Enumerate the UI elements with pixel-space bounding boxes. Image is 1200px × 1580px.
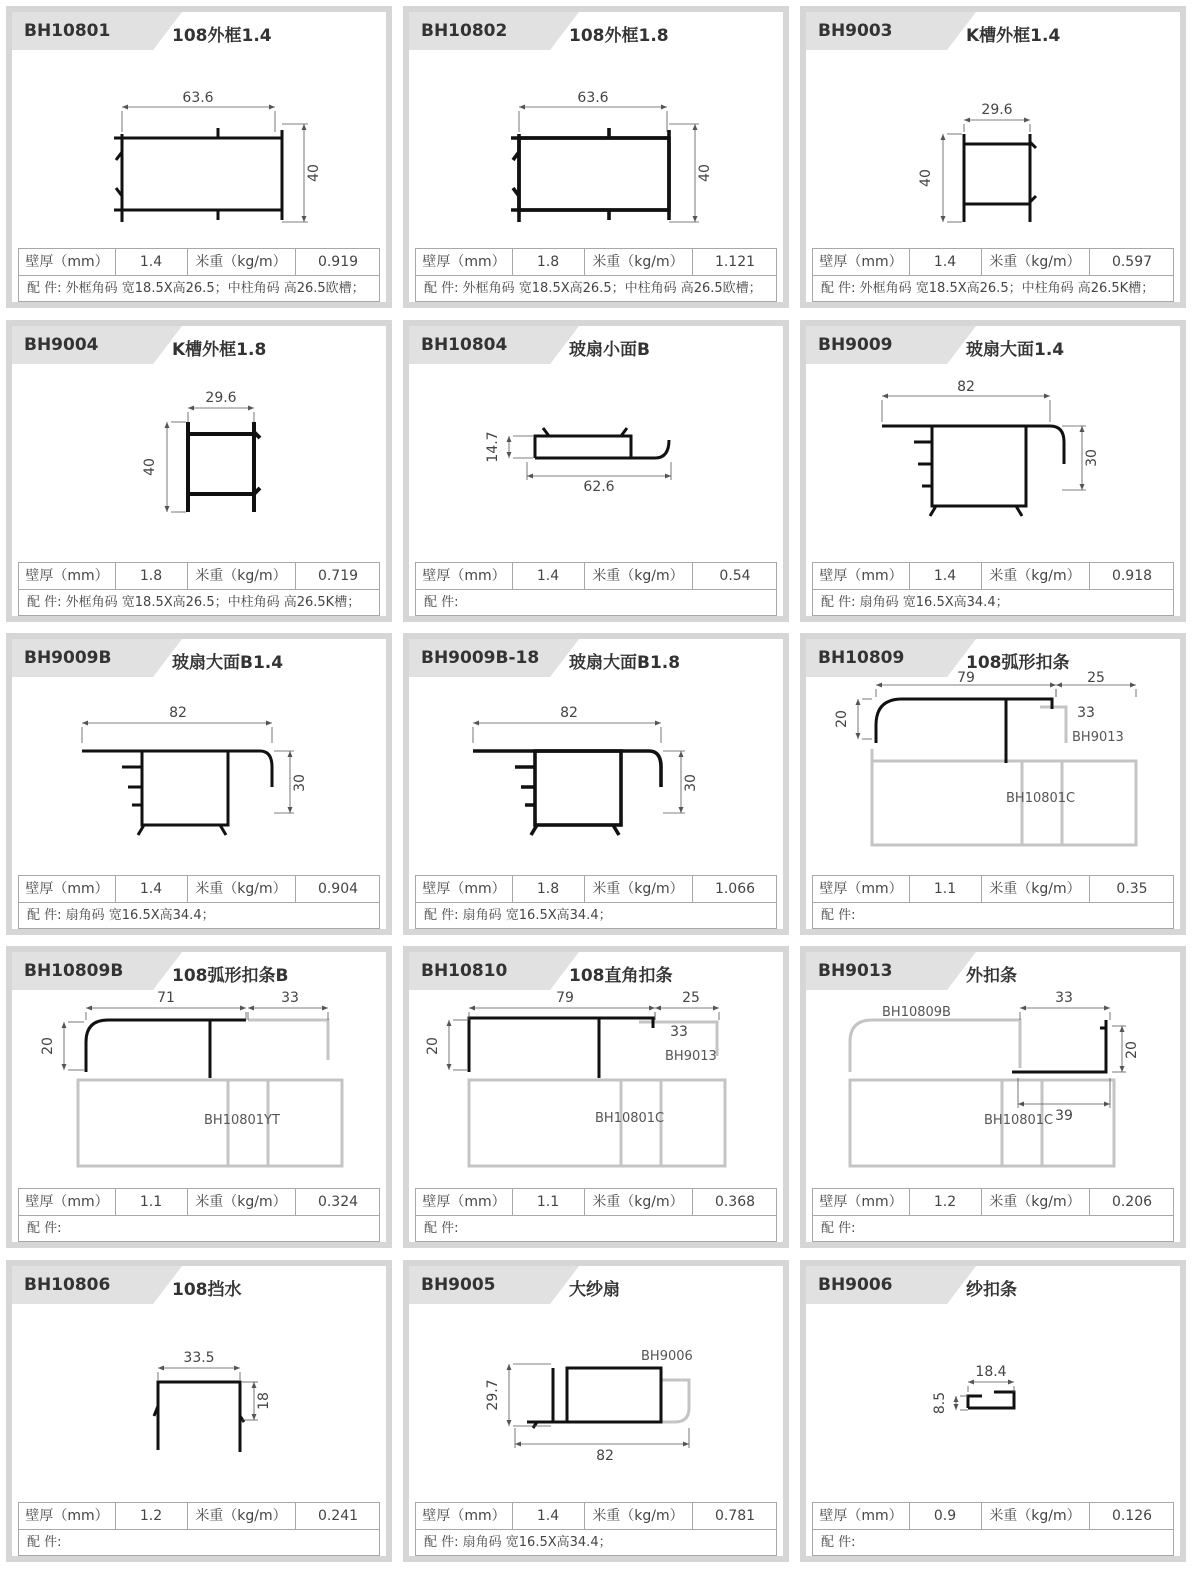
unit-weight-label: 米重（kg/m） bbox=[187, 1189, 296, 1215]
spec-table bbox=[415, 875, 777, 929]
profile-card bbox=[6, 1260, 392, 1562]
accessories-value: 扇角码 宽16.5X高34.4； bbox=[859, 595, 1009, 610]
profile-code: BH9004 bbox=[24, 335, 99, 355]
profile-name: 大纱扇 bbox=[569, 1280, 620, 1300]
unit-weight-label: 米重（kg/m） bbox=[981, 1503, 1090, 1529]
accessories-label: 配 件: bbox=[821, 1535, 856, 1550]
dimension-height: 14.7 bbox=[485, 431, 501, 463]
wall-thickness-label: 壁厚（mm） bbox=[416, 876, 513, 902]
unit-weight-label: 米重（kg/m） bbox=[584, 249, 693, 275]
profile-drawing bbox=[806, 992, 1180, 1182]
dimension-width: 82 bbox=[560, 705, 578, 721]
unit-weight-label: 米重（kg/m） bbox=[584, 876, 693, 902]
profile-drawing bbox=[806, 366, 1180, 556]
wall-thickness-value: 1.2 bbox=[909, 1189, 982, 1215]
accessories-row bbox=[19, 1216, 379, 1242]
unit-weight-value: 0.35 bbox=[1116, 881, 1148, 897]
unit-weight-label: 米重（kg/m） bbox=[981, 563, 1090, 589]
spec-row bbox=[416, 1503, 776, 1530]
reference-frame bbox=[661, 1380, 689, 1422]
dimension-offset: 33 bbox=[1077, 705, 1095, 721]
accessories-row bbox=[416, 1530, 776, 1556]
accessories-row bbox=[813, 1530, 1173, 1556]
dimension-height: 40 bbox=[918, 169, 934, 187]
profile-section bbox=[535, 428, 669, 458]
spec-row bbox=[19, 1189, 379, 1216]
unit-weight-value: 0.918 bbox=[1111, 568, 1153, 584]
profile-card bbox=[6, 320, 392, 622]
wall-thickness-label: 壁厚（mm） bbox=[19, 563, 116, 589]
dimension-width: 71 bbox=[157, 990, 175, 1006]
profile-section bbox=[964, 134, 1036, 222]
wall-thickness-label: 壁厚（mm） bbox=[19, 1503, 116, 1529]
reference-frame bbox=[872, 707, 1136, 845]
profile-section bbox=[154, 1382, 244, 1452]
wall-thickness-label: 壁厚（mm） bbox=[813, 249, 910, 275]
accessories-value: 外框角码 宽18.5X高26.5；中柱角码 高26.5欧槽； bbox=[65, 281, 365, 296]
dimension-height: 20 bbox=[425, 1037, 441, 1055]
spec-table bbox=[812, 1188, 1174, 1242]
profile-name: 108弧形扣条B bbox=[172, 966, 289, 986]
accessories-label: 配 件: bbox=[27, 595, 66, 610]
wall-thickness-value: 1.4 bbox=[115, 249, 188, 275]
accessories-value: 扇角码 宽16.5X高34.4； bbox=[462, 1535, 612, 1550]
profile-card bbox=[800, 320, 1186, 622]
profile-drawing bbox=[806, 670, 1180, 869]
dimension-width: 82 bbox=[957, 379, 975, 395]
accessories-value: 扇角码 宽16.5X高34.4； bbox=[462, 908, 612, 923]
wall-thickness-label: 壁厚（mm） bbox=[813, 876, 910, 902]
dimension-width: 33.5 bbox=[183, 1350, 215, 1366]
accessories-label: 配 件: bbox=[424, 281, 463, 296]
dimension-height: 20 bbox=[834, 710, 850, 728]
wall-thickness-label: 壁厚（mm） bbox=[19, 876, 116, 902]
accessories-label: 配 件: bbox=[424, 908, 463, 923]
dimension-height: 30 bbox=[683, 774, 699, 792]
accessories-row bbox=[813, 590, 1173, 616]
profile-section bbox=[882, 426, 1064, 516]
profile-name: 纱扣条 bbox=[966, 1280, 1017, 1300]
profile-drawing bbox=[409, 1306, 783, 1496]
wall-thickness-label: 壁厚（mm） bbox=[813, 1189, 910, 1215]
profile-section bbox=[876, 699, 1052, 763]
dimension-height: 30 bbox=[292, 774, 308, 792]
profile-card bbox=[800, 1260, 1186, 1562]
dimension-height: 20 bbox=[40, 1037, 56, 1055]
unit-weight-value: 0.597 bbox=[1111, 254, 1153, 270]
dimension-width: 63.6 bbox=[182, 90, 214, 106]
profile-name: 108挡水 bbox=[172, 1280, 242, 1300]
unit-weight-value: 0.781 bbox=[714, 1508, 756, 1524]
accessories-value: 外框角码 宽18.5X高26.5；中柱角码 高26.5K槽； bbox=[65, 595, 361, 610]
profile-section bbox=[469, 1018, 653, 1078]
profile-drawing bbox=[806, 52, 1180, 242]
profile-code: BH10809 bbox=[818, 648, 905, 668]
dimension-width: 79 bbox=[957, 670, 975, 686]
wall-thickness-label: 壁厚（mm） bbox=[416, 249, 513, 275]
unit-weight-value: 0.719 bbox=[317, 568, 359, 584]
spec-table bbox=[18, 248, 380, 302]
accessories-label: 配 件: bbox=[821, 281, 860, 296]
dimension-width: 82 bbox=[596, 1448, 614, 1464]
wall-thickness-value: 1.4 bbox=[512, 1503, 585, 1529]
dimension-height: 29.7 bbox=[485, 1379, 501, 1411]
profile-code: BH10802 bbox=[421, 21, 508, 41]
profile-drawing bbox=[12, 366, 386, 556]
unit-weight-label: 米重（kg/m） bbox=[981, 249, 1090, 275]
dimension-width: 63.6 bbox=[577, 90, 609, 106]
profile-card bbox=[6, 6, 392, 308]
unit-weight-value: 0.368 bbox=[714, 1194, 756, 1210]
dimension-width: 18.4 bbox=[975, 1364, 1007, 1380]
profile-name: K槽外框1.4 bbox=[966, 26, 1061, 46]
reference-label: BH10801YT bbox=[204, 1113, 280, 1128]
profile-code: BH10804 bbox=[421, 335, 508, 355]
profile-code: BH10806 bbox=[24, 1275, 111, 1295]
accessories-value: 扇角码 宽16.5X高34.4； bbox=[65, 908, 215, 923]
dimension-height: 8.5 bbox=[932, 1391, 948, 1415]
spec-row bbox=[19, 563, 379, 590]
accessories-row bbox=[416, 590, 776, 616]
wall-thickness-label: 壁厚（mm） bbox=[19, 249, 116, 275]
unit-weight-value: 1.066 bbox=[714, 881, 756, 897]
accessories-label: 配 件: bbox=[27, 281, 66, 296]
profile-drawing bbox=[409, 992, 783, 1182]
dimension-height: 40 bbox=[306, 164, 322, 182]
profile-code: BH9013 bbox=[818, 961, 893, 981]
profile-card bbox=[403, 320, 789, 622]
profile-card bbox=[403, 1260, 789, 1562]
profile-name: 玻扇小面B bbox=[569, 340, 650, 360]
profile-code: BH9009B bbox=[24, 648, 112, 668]
profile-card bbox=[800, 6, 1186, 308]
profile-code: BH10801 bbox=[24, 21, 111, 41]
wall-thickness-value: 1.8 bbox=[115, 563, 188, 589]
accessories-row bbox=[813, 1216, 1173, 1242]
accessories-value: 外框角码 宽18.5X高26.5；中柱角码 高26.5K槽； bbox=[859, 281, 1155, 296]
spec-table bbox=[812, 562, 1174, 616]
reference-label: BH9013 bbox=[1072, 730, 1124, 745]
dimension-depth: 39 bbox=[1055, 1108, 1073, 1124]
profile-drawing bbox=[409, 52, 783, 242]
wall-thickness-value: 1.4 bbox=[909, 249, 982, 275]
unit-weight-value: 0.54 bbox=[719, 568, 751, 584]
unit-weight-value: 1.121 bbox=[714, 254, 756, 270]
wall-thickness-value: 1.1 bbox=[512, 1189, 585, 1215]
wall-thickness-label: 壁厚（mm） bbox=[19, 1189, 116, 1215]
profile-name: 108直角扣条 bbox=[569, 966, 673, 986]
profile-section bbox=[473, 751, 661, 835]
unit-weight-value: 0.241 bbox=[317, 1508, 359, 1524]
dimension-width: 29.6 bbox=[205, 390, 237, 406]
wall-thickness-label: 壁厚（mm） bbox=[813, 563, 910, 589]
spec-row bbox=[416, 563, 776, 590]
unit-weight-value: 0.904 bbox=[317, 881, 359, 897]
dimension-depth: 25 bbox=[1087, 670, 1105, 686]
spec-table bbox=[812, 1502, 1174, 1556]
profile-drawing bbox=[12, 52, 386, 242]
unit-weight-label: 米重（kg/m） bbox=[584, 563, 693, 589]
profile-section bbox=[511, 128, 669, 222]
spec-row bbox=[19, 1503, 379, 1530]
profile-code: BH9003 bbox=[818, 21, 893, 41]
profile-code: BH10810 bbox=[421, 961, 508, 981]
dimension-height: 30 bbox=[1084, 449, 1100, 467]
dimension-height: 18 bbox=[256, 1392, 272, 1410]
profile-name: K槽外框1.8 bbox=[172, 340, 267, 360]
profile-card bbox=[6, 633, 392, 935]
wall-thickness-label: 壁厚（mm） bbox=[416, 1189, 513, 1215]
profile-card bbox=[6, 946, 392, 1248]
profile-card bbox=[800, 633, 1186, 935]
accessories-label: 配 件: bbox=[821, 595, 860, 610]
spec-row bbox=[416, 1189, 776, 1216]
profile-drawing bbox=[409, 679, 783, 869]
spec-row bbox=[813, 249, 1173, 276]
spec-row bbox=[813, 1503, 1173, 1530]
accessories-value: 外框角码 宽18.5X高26.5；中柱角码 高26.5欧槽； bbox=[462, 281, 762, 296]
profile-drawing bbox=[12, 992, 386, 1182]
wall-thickness-value: 1.4 bbox=[512, 563, 585, 589]
profile-drawing bbox=[12, 1306, 386, 1496]
accessories-label: 配 件: bbox=[27, 1221, 62, 1236]
unit-weight-label: 米重（kg/m） bbox=[187, 249, 296, 275]
dimension-width: 82 bbox=[169, 705, 187, 721]
spec-table bbox=[415, 1502, 777, 1556]
wall-thickness-value: 1.8 bbox=[512, 876, 585, 902]
wall-thickness-value: 1.4 bbox=[115, 876, 188, 902]
unit-weight-label: 米重（kg/m） bbox=[187, 1503, 296, 1529]
profile-section bbox=[527, 1368, 661, 1428]
profile-card bbox=[403, 633, 789, 935]
unit-weight-label: 米重（kg/m） bbox=[981, 876, 1090, 902]
profile-card bbox=[403, 6, 789, 308]
profile-section bbox=[188, 422, 260, 512]
spec-row bbox=[813, 1189, 1173, 1216]
profile-drawing bbox=[806, 1306, 1180, 1496]
spec-table bbox=[812, 875, 1174, 929]
accessories-label: 配 件: bbox=[27, 1535, 62, 1550]
profile-code: BH9009B-18 bbox=[421, 648, 540, 668]
unit-weight-label: 米重（kg/m） bbox=[187, 876, 296, 902]
reference-label: BH10809B bbox=[882, 1005, 951, 1020]
accessories-row bbox=[416, 276, 776, 302]
accessories-row bbox=[19, 903, 379, 929]
profile-name: 玻扇大面B1.8 bbox=[569, 653, 681, 673]
unit-weight-label: 米重（kg/m） bbox=[187, 563, 296, 589]
reference-label: BH10801C bbox=[1006, 791, 1076, 806]
reference-label: BH9013 bbox=[665, 1049, 717, 1064]
spec-row bbox=[416, 876, 776, 903]
wall-thickness-value: 1.2 bbox=[115, 1503, 188, 1529]
profile-name: 108外框1.8 bbox=[569, 26, 669, 46]
wall-thickness-label: 壁厚（mm） bbox=[416, 1503, 513, 1529]
wall-thickness-value: 0.9 bbox=[909, 1503, 982, 1529]
profile-section bbox=[114, 128, 282, 222]
spec-row bbox=[416, 249, 776, 276]
unit-weight-label: 米重（kg/m） bbox=[584, 1189, 693, 1215]
wall-thickness-value: 1.1 bbox=[909, 876, 982, 902]
profile-code: BH9006 bbox=[818, 1275, 893, 1295]
unit-weight-value: 0.206 bbox=[1111, 1194, 1153, 1210]
reference-label: BH9006 bbox=[641, 1349, 693, 1364]
accessories-label: 配 件: bbox=[27, 908, 66, 923]
accessories-label: 配 件: bbox=[424, 1535, 463, 1550]
dimension-depth: 25 bbox=[682, 990, 700, 1006]
accessories-row bbox=[19, 276, 379, 302]
spec-table bbox=[18, 875, 380, 929]
accessories-row bbox=[813, 903, 1173, 929]
spec-table bbox=[812, 248, 1174, 302]
spec-table bbox=[18, 1188, 380, 1242]
accessories-row bbox=[416, 903, 776, 929]
profile-code: BH9005 bbox=[421, 1275, 496, 1295]
profile-name: 108外框1.4 bbox=[172, 26, 272, 46]
accessories-label: 配 件: bbox=[821, 1221, 856, 1236]
dimension-depth: 33 bbox=[281, 990, 299, 1006]
wall-thickness-label: 壁厚（mm） bbox=[813, 1503, 910, 1529]
spec-table bbox=[415, 1188, 777, 1242]
dimension-width: 29.6 bbox=[981, 102, 1013, 118]
profile-drawing bbox=[12, 679, 386, 869]
dimension-height: 20 bbox=[1124, 1041, 1140, 1059]
dimension-height: 40 bbox=[697, 164, 713, 182]
profile-code: BH9009 bbox=[818, 335, 893, 355]
reference-frame bbox=[850, 1020, 1114, 1166]
profile-section bbox=[968, 1392, 1014, 1408]
unit-weight-value: 0.919 bbox=[317, 254, 359, 270]
spec-row bbox=[19, 876, 379, 903]
reference-label: BH10801C bbox=[595, 1111, 665, 1126]
accessories-label: 配 件: bbox=[821, 908, 856, 923]
wall-thickness-value: 1.4 bbox=[909, 563, 982, 589]
reference-label: BH10801C bbox=[984, 1113, 1054, 1128]
accessories-row bbox=[813, 276, 1173, 302]
unit-weight-label: 米重（kg/m） bbox=[584, 1503, 693, 1529]
dimension-offset: 33 bbox=[670, 1024, 688, 1040]
profile-name: 外扣条 bbox=[966, 966, 1017, 986]
accessories-label: 配 件: bbox=[424, 1221, 459, 1236]
unit-weight-label: 米重（kg/m） bbox=[981, 1189, 1090, 1215]
dimension-width: 33 bbox=[1055, 990, 1073, 1006]
profile-section bbox=[82, 751, 272, 835]
dimension-width: 62.6 bbox=[583, 479, 615, 495]
spec-row bbox=[19, 249, 379, 276]
spec-table bbox=[415, 248, 777, 302]
spec-table bbox=[18, 562, 380, 616]
spec-table bbox=[18, 1502, 380, 1556]
profile-code: BH10809B bbox=[24, 961, 124, 981]
profile-drawing bbox=[409, 366, 783, 556]
wall-thickness-value: 1.1 bbox=[115, 1189, 188, 1215]
profile-section bbox=[86, 1020, 246, 1078]
profile-name: 玻扇大面1.4 bbox=[966, 340, 1065, 360]
accessories-row bbox=[19, 1530, 379, 1556]
accessories-row bbox=[416, 1216, 776, 1242]
wall-thickness-value: 1.8 bbox=[512, 249, 585, 275]
wall-thickness-label: 壁厚（mm） bbox=[416, 563, 513, 589]
profile-name: 108弧形扣条 bbox=[966, 653, 1070, 673]
profile-card bbox=[800, 946, 1186, 1248]
accessories-label: 配 件: bbox=[424, 595, 459, 610]
reference-frame bbox=[469, 1022, 725, 1166]
profile-name: 玻扇大面B1.4 bbox=[172, 653, 284, 673]
profile-section bbox=[1012, 1020, 1106, 1072]
dimension-height: 40 bbox=[142, 458, 158, 476]
unit-weight-value: 0.126 bbox=[1111, 1508, 1153, 1524]
profile-card bbox=[403, 946, 789, 1248]
spec-row bbox=[813, 563, 1173, 590]
dimension-width: 79 bbox=[556, 990, 574, 1006]
spec-table bbox=[415, 562, 777, 616]
unit-weight-value: 0.324 bbox=[317, 1194, 359, 1210]
spec-row bbox=[813, 876, 1173, 903]
accessories-row bbox=[19, 590, 379, 616]
